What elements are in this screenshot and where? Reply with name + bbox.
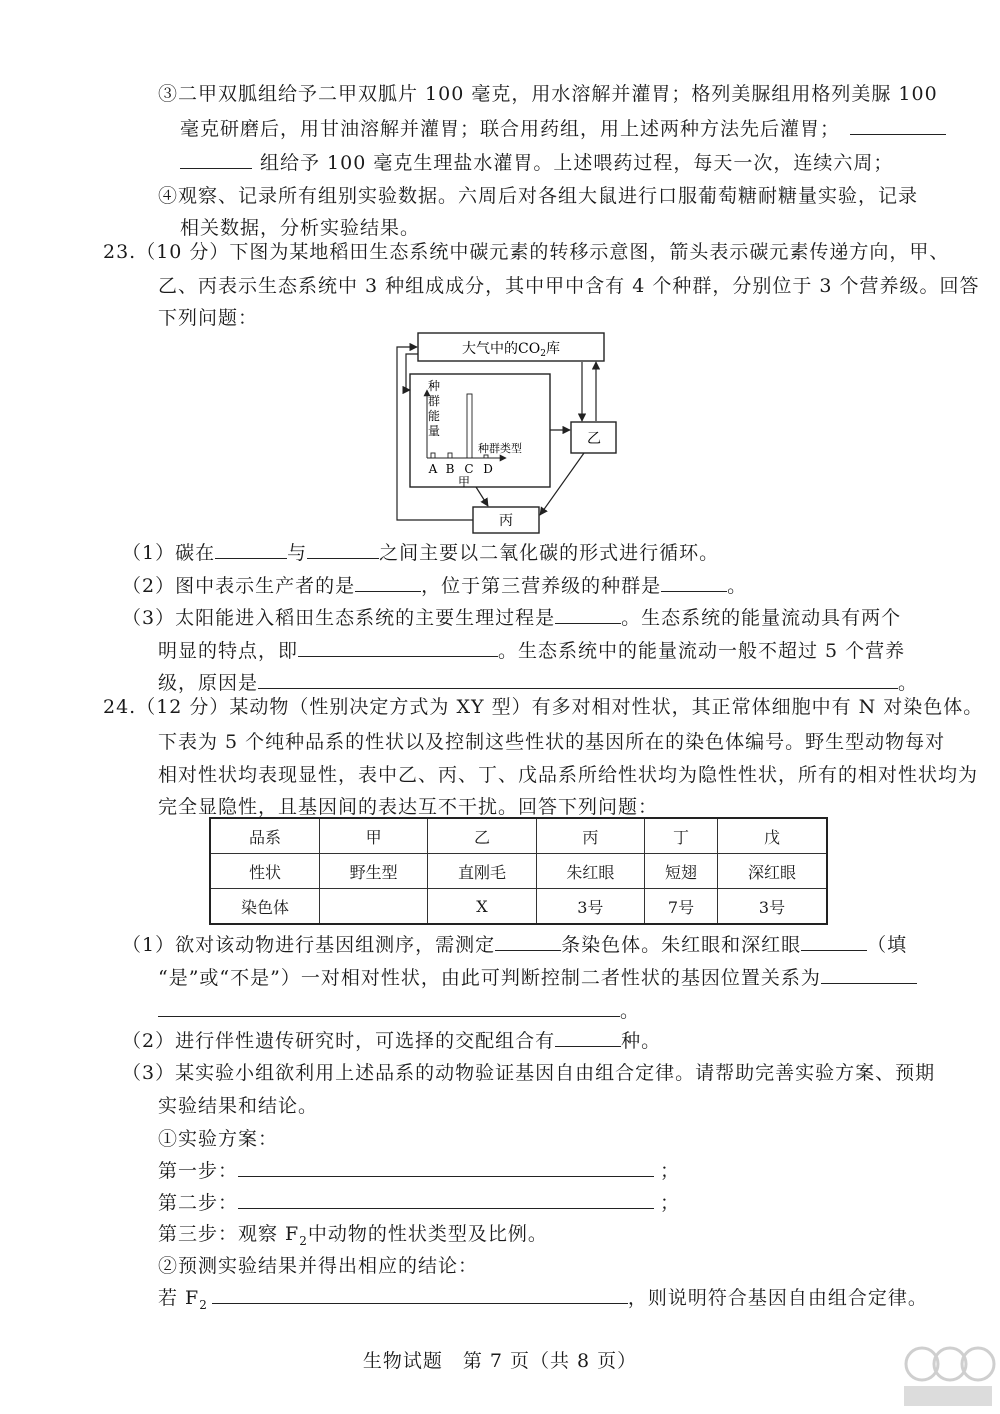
page-footer: 生物试题 第 7 页（共 8 页） [362,1350,638,1372]
q22-step3-line2 [180,114,946,143]
q24-part1-text: “是”或“不是”）一对相对性状，由此可判断控制二者性状的基因位置关系为 [158,967,821,989]
table-cell: 7号 [645,889,718,925]
q24-stem-line1: 24.（12 分）某动物（性别决定方式为 XY 型）有多对相对性状，其正常体细胞中有 N 对染色体。 [103,696,984,718]
answer-blank[interactable] [661,571,727,592]
answer-blank[interactable] [215,538,287,559]
answer-blank[interactable] [258,668,898,689]
answer-blank[interactable] [801,930,867,951]
answer-blank[interactable] [158,996,620,1017]
table-cell [319,889,427,925]
q23-part3-text: 级，原因是 [158,672,259,694]
q24-step3-text: 第三步：观察 F [158,1223,300,1245]
q23-part1-text: （1）碳在 [122,542,216,564]
strain-table [209,817,828,925]
bing-label: 丙 [499,513,513,529]
q23-part1 [122,538,719,567]
bar-label-c: C [464,462,474,476]
q24-step-label: 第二步： [158,1192,239,1214]
q24-semicolon: ； [660,1160,681,1182]
x-axis-label: 种群类型 [478,442,522,455]
q23-part3-line1 [122,603,901,632]
q23-part3-text: 。生态系统的能量流动具有两个 [621,607,902,629]
table-cell: X [428,889,536,925]
q23-stem-line3: 下列问题： [158,307,259,329]
q23-part3-text: 。 [898,672,919,694]
table-header-cell: 戊 [718,818,827,854]
table-cell: 野生型 [319,854,427,889]
yi-label: 乙 [587,431,601,447]
answer-blank[interactable] [180,148,252,169]
y-label-char: 能 [427,409,441,423]
answer-blank[interactable] [355,571,421,592]
q24-step3-text: 中动物的性状类型及比例。 [307,1223,548,1245]
bar-label-a: A [428,462,438,476]
answer-blank[interactable] [555,603,621,624]
q22-step3-text3: 组给予 100 毫克生理盐水灌胃。上述喂药过程，每天一次，连续六周； [260,152,894,174]
table-header-cell: 品系 [210,818,319,854]
table-cell: 直刚毛 [428,854,536,889]
table-cell: 3号 [536,889,644,925]
answer-blank[interactable] [307,538,379,559]
carbon-cycle-diagram [384,330,644,540]
q24-part2-text: 种。 [621,1030,662,1052]
q24-conclusion [158,1283,928,1319]
table-row [210,889,827,925]
q23-part2-text: ，位于第三营养级的种群是 [421,575,662,597]
q24-step3-sub: 2 [299,1233,308,1248]
q24-part3-line2: 实验结果和结论。 [158,1095,319,1117]
q24-conclusion-sub: 2 [199,1297,208,1312]
co2-pool-label: 大气中的$CO_2$库 [462,341,560,359]
q22-step3-text2: 毫克研磨后，用甘油溶解并灌胃；联合用药组，用上述两种方法先后灌胃； [180,118,841,140]
q24-part1-line3 [158,996,640,1025]
q23-part1-text: 与 [287,542,308,564]
y-label-char: 量 [427,424,441,438]
q23-part2 [122,571,747,600]
q23-stem-line1: 23.（10 分）下图为某地稻田生态系统中碳元素的转移示意图，箭头表示碳元素传递方向，甲、 [103,241,950,263]
table-cell: 深红眼 [718,854,827,889]
q24-stem-line4: 完全显隐性，且基因间的表达互不干扰。回答下列问题： [158,796,659,818]
q24-step2 [158,1188,680,1217]
arrow-jia-to-bing [476,487,488,506]
watermark-logo [900,1344,996,1410]
q24-semicolon: ； [660,1192,681,1214]
q23-part3-text: 明显的特点，即 [158,640,299,662]
jia-label: 甲 [457,475,471,489]
answer-blank[interactable] [495,930,561,951]
arrow-co2-to-jia [406,354,418,390]
y-label-char: 种 [427,379,441,393]
q24-conclusion-text: 若 F [158,1287,200,1309]
answer-blank[interactable] [298,636,498,657]
q24-part1-line2 [158,963,917,992]
q24-part1-text: 。 [620,1000,641,1022]
q23-part3-text: （3）太阳能进入稻田生态系统的主要生理过程是 [122,607,556,629]
q23-part2-text: 。 [727,575,748,597]
q24-conclusion-text: ，则说明符合基因自由组合定律。 [627,1287,928,1309]
q24-part3-line1: （3）某实验小组欲利用上述品系的动物验证基因自由组合定律。请帮助完善实验方案、预期 [122,1062,936,1084]
answer-blank[interactable] [821,963,917,984]
q24-stem-line2: 下表为 5 个纯种品系的性状以及控制这些性状的基因所在的染色体编号。野生型动物每对 [158,731,946,753]
table-header-cell: 乙 [428,818,536,854]
q22-step3-line3 [180,148,893,177]
q23-part3-text: 。生态系统中的能量流动一般不超过 5 个营养 [498,640,906,662]
answer-blank[interactable] [555,1026,621,1047]
y-label-char: 群 [427,394,441,408]
q22-step3-line1: ③二甲双胍组给予二甲双胍片 100 毫克，用水溶解并灌胃；格列美脲组用格列美脲 100 [158,83,938,105]
q24-step3 [158,1220,548,1255]
q24-step1 [158,1156,680,1185]
table-header-cell: 丙 [536,818,644,854]
table-header-cell: 丁 [645,818,718,854]
q24-part2 [122,1026,661,1055]
q24-part2-text: （2）进行伴性遗传研究时，可选择的交配组合有 [122,1030,556,1052]
table-row [210,854,827,889]
answer-blank[interactable] [238,1156,654,1177]
arrow-yi-to-bing [540,453,584,515]
q24-step-label: 第一步： [158,1160,239,1182]
bar-c [467,394,472,458]
bar-label-b: B [445,462,455,476]
q23-stem-line2: 乙、丙表示生态系统中 3 种组成成分，其中甲中含有 4 个种群，分别位于 3 个营养级。回答 [158,275,980,297]
q23-part1-text: 之间主要以二氧化碳的形式进行循环。 [379,542,720,564]
q24-part1-text: （1）欲对该动物进行基因组测序，需测定 [122,934,496,956]
q24-stem-line3: 相对性状均表现显性，表中乙、丙、丁、戊品系所给性状均为隐性性状，所有的相对性状均为 [158,764,979,786]
table-cell: 3号 [718,889,827,925]
answer-blank[interactable] [238,1188,654,1209]
table-cell: 朱红眼 [536,854,644,889]
q22-step4-line1: ④观察、记录所有组别实验数据。六周后对各组大鼠进行口服葡萄糖耐糖量实验，记录 [158,185,919,207]
bar-b [448,453,452,458]
q24-part1-line1 [122,930,907,959]
q23-part3-line2 [158,636,905,665]
table-header-cell: 甲 [319,818,427,854]
answer-blank[interactable] [212,1283,628,1304]
table-row [210,818,827,854]
q24-plan-heading: ①实验方案： [158,1128,279,1150]
table-cell: 染色体 [210,889,319,925]
bar-label-d: D [483,462,493,476]
q24-predict-heading: ②预测实验结果并得出相应的结论： [158,1255,479,1277]
q23-part2-text: （2）图中表示生产者的是 [122,575,356,597]
table-cell: 性状 [210,854,319,889]
answer-blank[interactable] [850,114,946,135]
q22-step4-line2: 相关数据，分析实验结果。 [180,217,421,239]
bar-a [431,453,435,458]
q24-part1-text: （填 [867,934,908,956]
q24-part1-text: 条染色体。朱红眼和深红眼 [561,934,802,956]
table-cell: 短翅 [645,854,718,889]
